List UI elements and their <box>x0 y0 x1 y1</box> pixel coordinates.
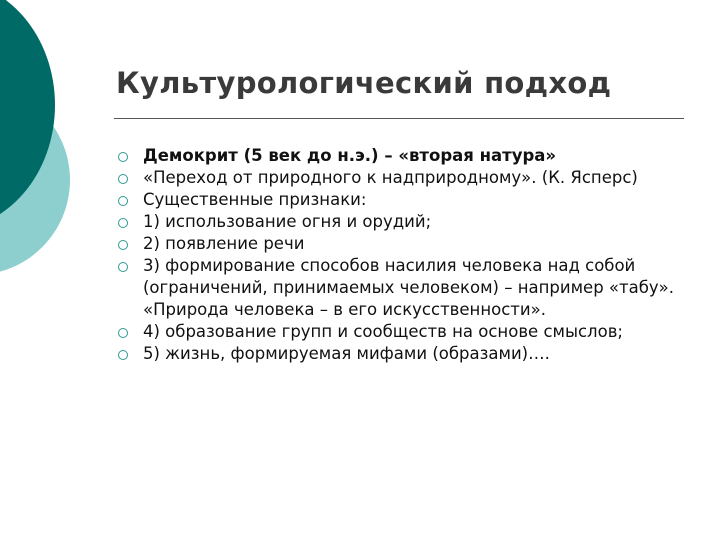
hollow-circle-bullet-icon <box>118 328 128 338</box>
hollow-circle-bullet-icon <box>118 196 128 206</box>
list-item <box>118 211 678 233</box>
hollow-circle-bullet-icon <box>118 350 128 360</box>
list-item <box>118 167 678 189</box>
list-item-text: Демокрит (5 век до н.э.) – «вторая натура» <box>143 146 557 165</box>
list-item-text: 4) образование групп и сообществ на основе смыслов; <box>143 322 623 341</box>
hollow-circle-bullet-icon <box>118 240 128 250</box>
hollow-circle-bullet-icon <box>118 152 128 162</box>
list-item <box>118 321 678 343</box>
hollow-circle-bullet-icon <box>118 174 128 184</box>
list-item <box>118 343 678 365</box>
list-item <box>118 255 678 321</box>
title-divider <box>114 118 684 119</box>
list-item-text: Существенные признаки: <box>143 190 367 209</box>
hollow-circle-bullet-icon <box>118 218 128 228</box>
list-item-text: 5) жизнь, формируемая мифами (образами)…. <box>143 344 550 363</box>
hollow-circle-bullet-icon <box>118 262 128 272</box>
list-item-text: 1) использование огня и орудий; <box>143 212 432 231</box>
bullet-list <box>118 145 678 365</box>
list-item-text: «Переход от природного к надприродному». (К. Ясперс) <box>143 168 638 187</box>
list-item-text: 2) появление речи <box>143 234 305 253</box>
list-item-text: 3) формирование способов насилия человека над собой (ограничений, принимаемых человеком) – например «табу». «Природа человека – в его искусственности». <box>143 256 675 319</box>
slide-title: Культурологический подход <box>116 66 612 100</box>
list-item <box>118 145 678 167</box>
list-item <box>118 233 678 255</box>
list-item <box>118 189 678 211</box>
